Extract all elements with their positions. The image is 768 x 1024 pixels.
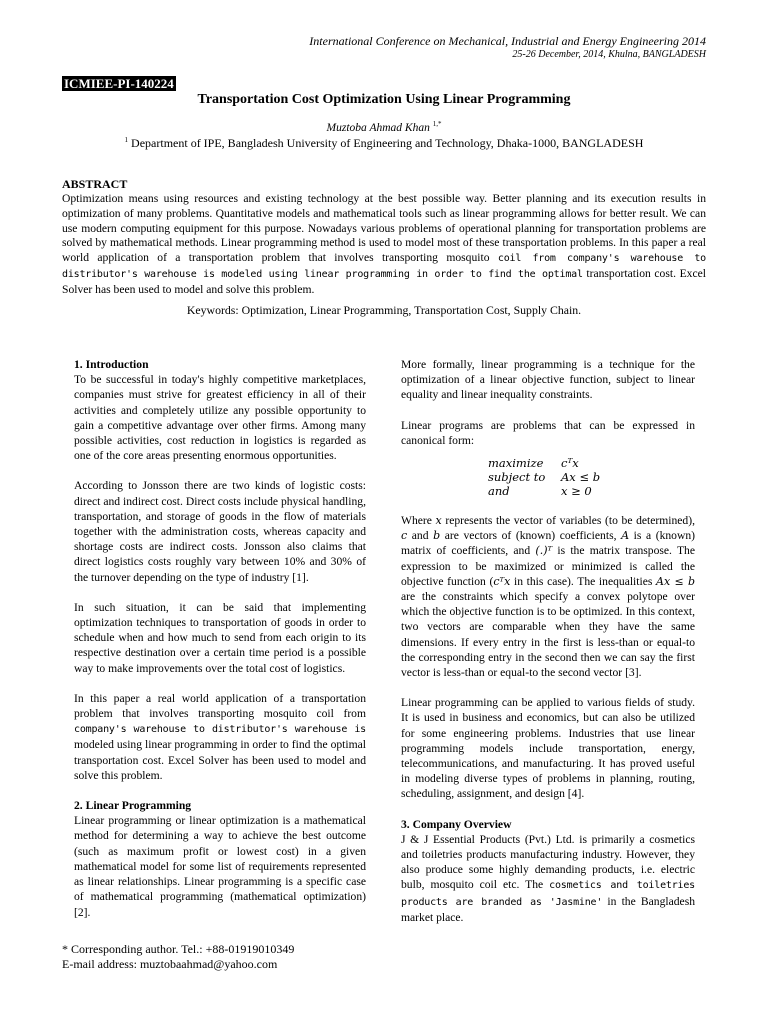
intro-p4-b: modeled using linear programming in order to find the optimal transportation cost. Excel Solver has been used to model and solve this problem.: [74, 738, 366, 782]
conference-dates: 25-26 December, 2014, Khulna, BANGLADESH: [512, 49, 706, 60]
left-column: [74, 357, 366, 920]
math-axb: Ax ≤ b: [656, 574, 695, 588]
text-run: and: [407, 529, 434, 543]
abstract-text-mono: coil from company's warehouse to distributor's warehouse is modeled using linear programming in order to find the optimal: [62, 253, 706, 280]
company-p-a: J & J Essential Products (Pvt.) Ltd. is primarily a cosmetics and toiletries products manufacturing industry. However, they also produce some highly demanding products, i.e. electric bulb, mosquito coil etc. The: [401, 832, 695, 892]
footer-corresponding: * Corresponding author. Tel.: +88-01919010349: [62, 942, 295, 956]
footer-email: E-mail address: muztobaahmad@yahoo.com: [62, 957, 278, 971]
intro-p4-a: In this paper a real world application of a transportation problem that involves transporting mosquito coil from: [74, 691, 366, 721]
abstract-body: [62, 192, 706, 298]
intro-paragraph-2: According to Jonsson there are two kinds of logistic costs: direct and indirect cost. Direct costs include physical handling, transportation, and storage of goods in the flow of materials together with the administration costs, whereas capacity and shortage costs are indirect costs. Jonsson also claims that direct logistics costs roughly vary between 10% and 30% of the turnover depending on the type of industry [1].: [74, 479, 366, 584]
author-name: Muztoba Ahmad Khan: [326, 121, 430, 134]
canonical-label: maximize: [488, 456, 544, 470]
text-run: Where: [401, 514, 436, 527]
canonical-row-maximize: [488, 456, 579, 470]
text-run: are the constraints which specify a convex polytope over which the objective function is to be optimized. In this context, two vectors are comparable when they have the same dimensions. If every entry in the first is less-than or equal-to the corresponding entry in the second then we can say the first vector is less-than or equal-to the second vector [3].: [401, 590, 695, 680]
math-b: b: [433, 529, 441, 543]
math-transpose: (.)ᵀ: [535, 544, 553, 558]
math-ctx: cᵀx: [493, 574, 511, 588]
canonical-expr: Ax ≤ b: [561, 470, 601, 484]
canonical-label: subject to: [488, 470, 546, 484]
lp-paragraph-1: Linear programming or linear optimization is a mathematical method for determining a way to achieve the best outcome (such as maximum profit or lowest cost) in a given mathematical model for some list of requirements represented as linear relationships. Linear programming is a specific case of mathematical programming (mathematical optimization) [2].: [74, 814, 366, 919]
intro-paragraph-3: In such situation, it can be said that implementing optimization techniques to transportation of goods in order to schedule when and how much to send from each origin to its respective destination over a certain time period is a possible way to make improvements over the total cost of logistics.: [74, 600, 366, 675]
company-paragraph: [401, 832, 695, 925]
intro-paragraph-1: To be successful in today's highly competitive marketplaces, companies must strive for greatest efficiency in all of their activities and completely utilize any possible opportunity to gain a competitive advantage over other firms. Among many possible activities, cost reduction in logistics is regarded as one of the core areas presenting enormous opportunities.: [74, 373, 366, 463]
section-heading-company-overview: 3. Company Overview: [401, 817, 512, 831]
canonical-label: and: [488, 484, 510, 498]
section-heading-introduction: 1. Introduction: [74, 358, 149, 371]
right-column-top: [401, 357, 695, 448]
affiliation-sup: 1: [124, 136, 129, 144]
canonical-expr: cᵀx: [561, 456, 579, 470]
author-sup: 1,*: [432, 120, 442, 128]
paper-id: ICMIEE-PI-140224: [64, 76, 174, 91]
right-column-bottom: [401, 513, 695, 925]
text-run: is a (known) matrix of coefficients, and: [401, 529, 695, 558]
text-run: represents the vector of variables (to be determined),: [441, 514, 695, 527]
affiliation: [0, 136, 768, 151]
text-run: in this case). The inequalities: [510, 574, 657, 588]
canonical-row-subject-to: [488, 470, 600, 484]
abstract-text-b: transportation cost. Excel Solver has been used to model and solve this problem.: [62, 266, 706, 296]
affiliation-text: Department of IPE, Bangladesh University of Engineering and Technology, Dhaka-1000, BANGLADESH: [131, 136, 644, 150]
intro-p4-mono: company's warehouse to distributor's warehouse is: [74, 724, 366, 736]
abstract-heading: ABSTRACT: [62, 177, 128, 191]
text-run: are vectors of (known) coefficients,: [440, 529, 622, 543]
math-c: c: [401, 529, 408, 543]
canonical-row-and: [488, 484, 592, 498]
canonical-expr: x ≥ 0: [561, 484, 592, 498]
conference-name: International Conference on Mechanical, Industrial and Energy Engineering 2014: [309, 34, 706, 48]
intro-paragraph-4: [74, 691, 366, 783]
math-x: x: [435, 514, 442, 527]
paper-title: Transportation Cost Optimization Using Linear Programming: [197, 92, 571, 107]
lp-paragraph-applications: Linear programming can be applied to various fields of study. It is used in business and economics, but can also be utilized for some engineering problems. Industries that use linear programming models include transportation, energy, telecommunications, and manufacturing. It has proved useful in modeling diverse types of problems in planning, routing, scheduling, assignment, and design [4].: [401, 696, 695, 801]
company-p-mono: cosmetics and toiletries products are branded as 'Jasmine': [401, 880, 695, 908]
text-run: is the matrix transpose. The expression to be maximized or minimized is called the objective function (: [401, 544, 695, 588]
author-line: [0, 120, 768, 134]
math-A: A: [621, 529, 630, 543]
company-p-b: in the Bangladesh market place.: [401, 894, 696, 924]
lp-paragraph-canonical: Linear programs are problems that can be expressed in canonical form:: [401, 418, 695, 447]
section-heading-linear-programming: 2. Linear Programming: [74, 799, 192, 813]
lp-paragraph-formal: More formally, linear programming is a technique for the optimization of a linear objective function, subject to linear equality and linear inequality constraints.: [401, 358, 695, 402]
abstract-text-a: Optimization means using resources and existing technology at the best possible way. Better planning and its execution results in optimization of many problems. Quantitative models and mathematical tools such as linear programming allows for better result. We can use modern computing equipment for this purpose. Nowadays various problems of operational planning for transportation problems are solved by mathematical methods. Linear programming method is used to model most of these transportation problems. In this paper a real world application of a transportation problem that involves transporting mosquito: [62, 192, 706, 265]
keywords: Keywords: Optimization, Linear Programming, Transportation Cost, Supply Chain.: [186, 303, 582, 317]
lp-paragraph-where: [401, 513, 695, 680]
